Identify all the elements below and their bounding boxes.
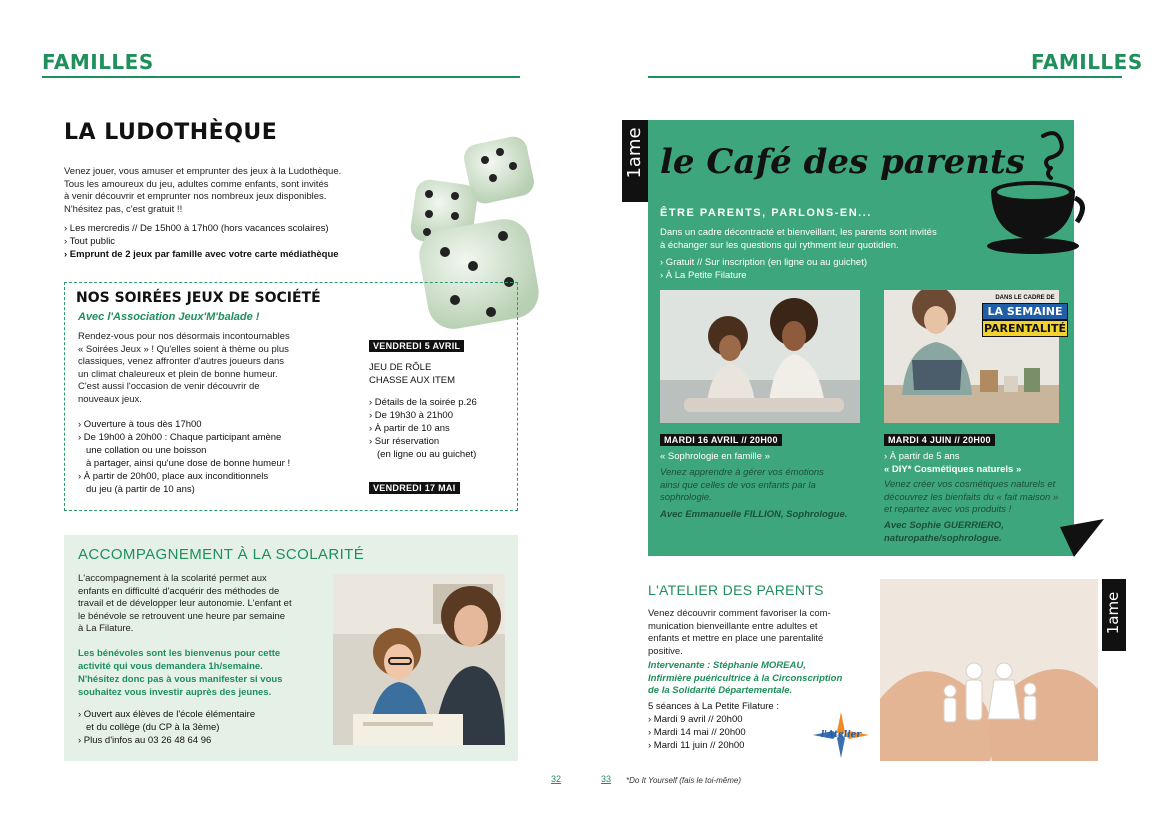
date-tag-5-avril: VENDREDI 5 AVRIL <box>369 340 464 352</box>
date-tag-4-juin: MARDI 4 JUIN // 20H00 <box>884 434 995 446</box>
corner-fold-icon <box>1060 519 1104 557</box>
diy-footnote: *Do It Yourself (fais le toi-même) <box>626 776 742 785</box>
page-number-left: 32 <box>551 774 562 784</box>
ludotheque-title: LA LUDOTHÈQUE <box>64 120 278 145</box>
scolarite-volunteers: Les bénévoles sont les bienvenus pour cette activité qui vous demandera 1h/semaine. N'hésitez donc pas à vous manifester si vous souhaitez vous investir auprès des jeunes. <box>78 648 283 698</box>
date-tag-16-avril: MARDI 16 AVRIL // 20H00 <box>660 434 782 446</box>
atelier-intervenant: Intervenante : Stéphanie MOREAU, Infirmière puéricultrice à la Circonscription de la Solidarité Départementale. <box>648 660 843 696</box>
event1-desc: Venez apprendre à gérer vos émotions ainsi que celles de vos enfants par la sophrologie. <box>660 467 824 503</box>
cafe-bullets: › Gratuit // Sur inscription (en ligne ou au guichet) › À La Petite Filature <box>660 257 867 281</box>
soirees-text: Rendez-vous pour nos désormais incontournables « Soirées Jeux » ! Qu'elles soient à thème ou plus classiques, venez affronter d'autres joueurs dans un climat chaleureux et plein de bonne humeur. C'est aussi l'occasion de venir découvrir de nouveaux jeux. <box>78 331 290 405</box>
semaine-parentalite-badge: DANS LE CADRE DE LA SEMAINE PARENTALITÉ <box>983 295 1067 335</box>
soirees-title: NOS SOIRÉES JEUX DE SOCIÉTÉ <box>76 290 321 306</box>
coffee-cup-icon <box>985 128 1085 258</box>
scolarite-bullets: › Ouvert aux élèves de l'école élémentaire et du collège (du CP à la 3ème) › Plus d'infos au 03 26 48 64 96 <box>78 709 256 746</box>
atelier-title: L'ATELIER DES PARENTS <box>648 582 824 598</box>
ludotheque-bullets: › Les mercredis // De 15h00 à 17h00 (hors vacances scolaires) › Tout public › Emprunt de 2 jeux par famille avec votre carte médiathèque <box>64 223 339 260</box>
atelier-logo: l'Atelier <box>813 712 869 758</box>
event1-with: Avec Emmanuelle FILLION, Sophrologue. <box>660 509 848 520</box>
ludotheque-intro: Venez jouer, vous amuser et emprunter des jeux à la Ludothèque. Tous les amoureux du jeu, adultes comme enfants, sont invités à venir découvrir et emprunter nos nombreux jeux disponibles. N'hésitez pas, c'est gratuit !! <box>64 166 342 215</box>
atelier-1ame-tag: 1ame <box>1104 591 1122 635</box>
event2-desc: Venez créer vos cosmétiques naturels et découvrez les bienfaits du « fait maison » et repartez avec vos produits ! <box>884 479 1059 515</box>
soirees-subtitle: Avec l'Association Jeux'M'balade ! <box>78 311 260 323</box>
atelier-text: Venez découvrir comment favoriser la com- munication bienveillante entre adultes et enfants et mettre en place une parentalité positive. <box>648 608 831 657</box>
sophrologie-photo <box>660 290 860 423</box>
event2-title: › À partir de 5 ans « DIY* Cosmétiques naturels » <box>884 451 1022 475</box>
event2-with: Avec Sophie GUERRIERO, naturopathe/sophrologue. <box>884 520 1004 544</box>
soirees-bullets: › Ouverture à tous dès 17h00 › De 19h00 à 20h00 : Chaque participant amène une collation ou une boisson à partager, ainsi qu'une dose de bonne humeur ! › À partir de 20h00, place aux inconditionnels du jeu (à partir de 10 ans) <box>78 419 291 495</box>
cafe-title: le Café des parents <box>660 142 1025 182</box>
section-header-left: FAMILLES <box>42 50 154 74</box>
header-rule-right <box>648 76 1122 78</box>
section-header-right: FAMILLES <box>1031 50 1143 74</box>
atelier-sessions: 5 séances à La Petite Filature : › Mardi 9 avril // 20h00 › Mardi 14 mai // 20h00 › Mardi 11 juin // 20h00 <box>648 701 779 751</box>
header-rule-left <box>42 76 520 78</box>
scolarite-photo <box>333 574 505 745</box>
event1-title-sophro: « Sophrologie en famille » <box>660 451 770 462</box>
cafe-text: Dans un cadre décontracté et bienveillant, les parents sont invités à échanger sur les questions qui rythment leur quotidien. <box>660 227 937 251</box>
event1-bullets: › Détails de la soirée p.26 › De 19h30 à 21h00 › À partir de 10 ans › Sur réservation (en ligne ou au guichet) <box>369 397 477 460</box>
scolarite-title: ACCOMPAGNEMENT À LA SCOLARITÉ <box>78 546 365 563</box>
scolarite-text: L'accompagnement à la scolarité permet aux enfants en difficulté d'acquérir des méthodes de travail et de développer leur autonomie. L'enfant et le bénévole se retrouvent une heure par semaine à La Filature. <box>78 573 292 634</box>
cafe-1ame-tag: 1ame <box>624 127 645 179</box>
cafe-subtitle: ÊTRE PARENTS, PARLONS-EN... <box>660 207 872 219</box>
event1-title: JEU DE RÔLE CHASSE AUX ITEM <box>369 362 456 386</box>
date-tag-17-mai: VENDREDI 17 MAI <box>369 482 460 494</box>
page-number-right: 33 <box>601 774 612 784</box>
hands-family-photo <box>880 579 1098 761</box>
